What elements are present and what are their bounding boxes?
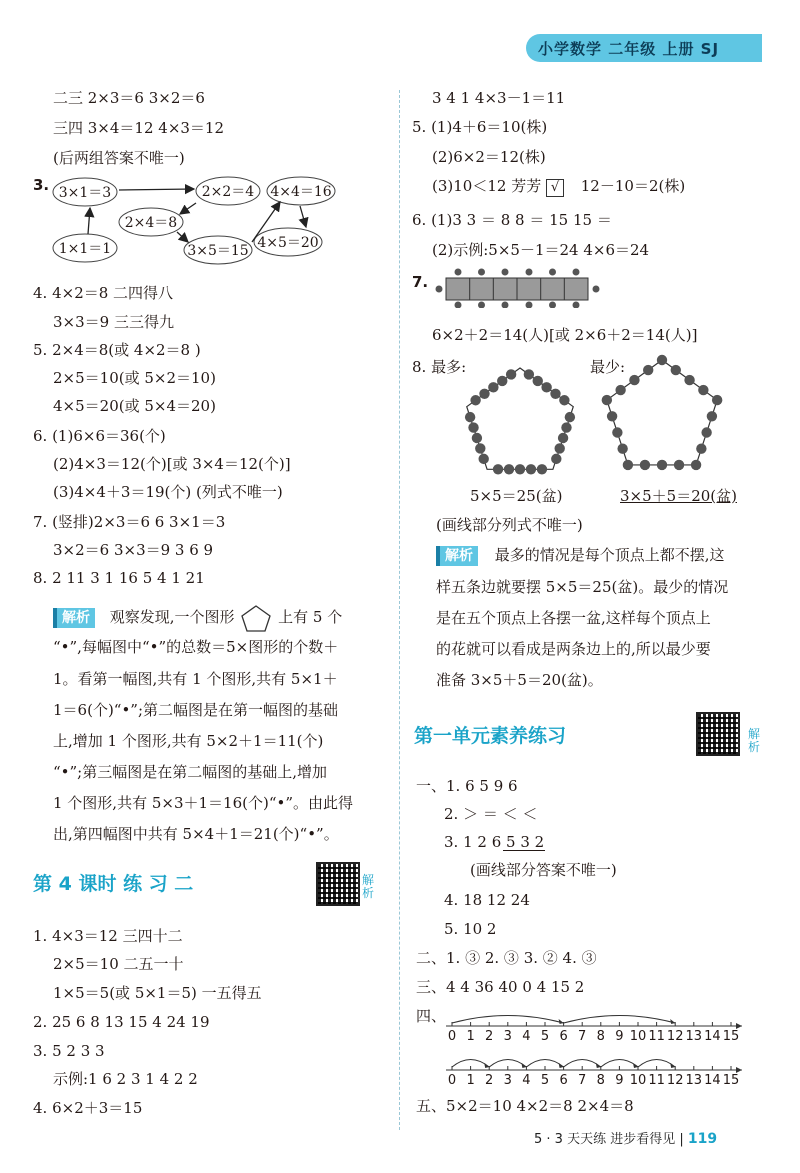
- tick-label: 2: [485, 1073, 494, 1088]
- tick-label: 6: [559, 1029, 568, 1044]
- flower-dot: [712, 395, 722, 405]
- r5-line-b: (2)6×2＝12(株): [432, 148, 546, 166]
- u3-note: (画线部分答案不唯一): [470, 861, 617, 879]
- q5-line-b: 2×5＝10(或 5×2＝10): [53, 369, 216, 387]
- bubble-label: 1×1＝1: [58, 241, 112, 257]
- jump-arc: [489, 1060, 526, 1068]
- table-seating-diagram: [434, 268, 602, 308]
- r5-line-a: 5. (1)4＋6＝10(株): [412, 118, 548, 136]
- right-analysis-line-5: 准备 3×5＋5＝20(盆)。: [436, 671, 603, 689]
- footer-brand: 5 · 3 天天练 进步看得见 |: [534, 1132, 684, 1147]
- tick-label: 0: [447, 1073, 457, 1088]
- q6-line-c: (3)4×4＋3＝19(个) (列式不唯一): [53, 483, 283, 501]
- flower-dot: [691, 460, 701, 470]
- p1-line-a: 1. 4×3＝12 三四十二: [33, 927, 183, 945]
- jump-arc: [452, 1060, 489, 1068]
- flower-dot: [707, 411, 717, 421]
- flower-dot: [565, 412, 575, 422]
- bubble-label: 4×5＝20: [257, 235, 319, 251]
- q3-number: 3.: [33, 176, 50, 194]
- unit-title: 第一单元素养练习: [414, 725, 567, 747]
- r8-note: (画线部分列式不唯一): [436, 516, 583, 534]
- left-line-1: 二三 2×3＝6 3×2＝6: [53, 89, 205, 107]
- analysis-tag: 解析: [53, 608, 95, 628]
- jump-arc: [526, 1060, 563, 1068]
- number-line-1: [446, 1006, 746, 1046]
- flower-dot: [470, 395, 480, 405]
- qr-code-icon[interactable]: [696, 712, 740, 756]
- jump-arc: [601, 1060, 638, 1068]
- flower-dot: [657, 460, 667, 470]
- r6-line-a: 6. (1)3 3 ＝ 8 8 ＝ 15 15 ＝: [412, 211, 612, 229]
- tick-label: 13: [685, 1073, 703, 1088]
- tick-label: 14: [704, 1073, 721, 1088]
- q8-line: 8. 2 11 3 1 16 5 4 1 21: [33, 569, 205, 587]
- arrow: [300, 206, 306, 227]
- tick-label: 7: [578, 1073, 587, 1088]
- r8-most-equation: 5×5＝25(盆): [470, 487, 563, 505]
- q6-line-a: 6. (1)6×6＝36(个): [33, 427, 166, 445]
- flower-dot: [640, 460, 650, 470]
- arrow: [177, 232, 188, 242]
- u3-line: 3. 1 2 6 5 3 2: [444, 833, 545, 851]
- flower-dot: [468, 422, 478, 432]
- flower-dot: [524, 369, 534, 379]
- q4-line-b: 3×3＝9 三三得九: [53, 313, 174, 331]
- p2-line: 2. 25 6 8 13 15 4 24 19: [33, 1013, 210, 1031]
- flower-dot: [465, 412, 475, 422]
- q5-line-c: 4×5＝20(或 5×4＝20): [53, 397, 216, 415]
- jump-arc: [452, 1016, 564, 1024]
- arrow: [180, 203, 196, 214]
- tick-label: 2: [485, 1029, 494, 1044]
- u2-line: 2. ＞ ＝ ＜ ＜: [444, 805, 538, 823]
- right-analysis-line-2: 样五条边就要摆 5×5＝25(盆)。最少的情况: [436, 578, 729, 596]
- qr-code-icon[interactable]: [316, 862, 360, 906]
- q4-line-a: 4. 4×2＝8 二四得八: [33, 284, 174, 302]
- header-title: 小学数学 二年级 上册 SJ: [538, 40, 720, 58]
- tick-label: 0: [447, 1029, 457, 1044]
- pentagon-dots-icon: [239, 603, 273, 633]
- q3-bubble-diagram: [48, 172, 348, 272]
- p1-line-c: 1×5＝5(或 5×1＝5) 一五得五: [53, 984, 262, 1002]
- flower-dot: [612, 427, 622, 437]
- flower-dot: [602, 395, 612, 405]
- flower-dot: [497, 376, 507, 386]
- left-analysis-line-2: “•”,每幅图中“•”的总数＝5×图形的个数＋: [53, 638, 339, 656]
- flower-dot: [478, 454, 488, 464]
- u1-line: 一、1. 6 5 9 6: [416, 777, 518, 795]
- right-analysis-line-3: 是在五个顶点上各摆一盆,这样每个顶点上: [436, 609, 711, 627]
- tick-label: 7: [578, 1029, 587, 1044]
- flower-dot: [561, 422, 571, 432]
- flower-dot: [504, 464, 514, 474]
- left-analysis-line-1: 解析 观察发现,一个图形 上有 5 个: [53, 603, 342, 633]
- left-analysis-line-8: 出,第四幅图中共有 5×4＋1＝21(个)“•”。: [53, 825, 339, 843]
- q5-line-a: 5. 2×4＝8(或 4×2＝8 ): [33, 341, 201, 359]
- flower-dot: [475, 443, 485, 453]
- q6-line-b: (2)4×3＝12(个)[或 3×4＝12(个)]: [53, 455, 291, 473]
- u-si-label: 四、: [416, 1007, 447, 1025]
- tick-label: 9: [615, 1073, 624, 1088]
- flower-dot: [684, 375, 694, 385]
- u4-line: 4. 18 12 24: [444, 891, 530, 909]
- r8-most-label: 8. 最多:: [412, 358, 467, 376]
- tick-label: 9: [615, 1029, 624, 1044]
- jump-arc: [564, 1060, 601, 1068]
- flower-dot: [526, 464, 536, 474]
- flower-dot: [629, 375, 639, 385]
- tick-label: 13: [685, 1029, 703, 1044]
- lesson-title: 第 4 课时 练 习 二: [33, 873, 194, 895]
- tick-label: 15: [722, 1029, 740, 1044]
- tick-label: 12: [666, 1073, 684, 1088]
- left-line-3: (后两组答案不唯一): [53, 149, 185, 167]
- r8-least-equation: 3×5＋5＝20(盆): [620, 487, 737, 505]
- r6-line-b: (2)示例:5×5－1＝24 4×6＝24: [432, 241, 650, 259]
- r5-line-c: (3)10＜12 芳芳 √ 12－10＝2(株): [432, 177, 686, 195]
- p3-line-b: 示例:1 6 2 3 1 4 2 2: [53, 1070, 198, 1088]
- flower-dot: [558, 433, 568, 443]
- pentagon-most-diagram: [458, 360, 582, 478]
- p3-line-a: 3. 5 2 3 3: [33, 1042, 105, 1060]
- flower-dot: [551, 454, 561, 464]
- pentagon-least-diagram: [600, 352, 724, 476]
- flower-dot: [472, 433, 482, 443]
- jump-arc: [638, 1060, 675, 1068]
- tick-label: 4: [522, 1073, 531, 1088]
- left-line-2: 三四 3×4＝12 4×3＝12: [53, 119, 225, 137]
- analysis-tag: 解析: [436, 546, 478, 566]
- flower-dot: [488, 382, 498, 392]
- tick-label: 3: [503, 1029, 512, 1044]
- tick-label: 11: [648, 1073, 665, 1088]
- left-analysis-line-3: 1。看第一幅图,共有 1 个图形,共有 5×1＋: [53, 670, 338, 688]
- column-divider: [399, 90, 400, 1130]
- bubble-label: 3×5＝15: [187, 243, 249, 259]
- tick-label: 4: [522, 1029, 531, 1044]
- u5-line: 5. 10 2: [444, 920, 497, 938]
- flower-dot: [657, 355, 667, 365]
- flower-dot: [515, 464, 525, 474]
- u3-underline: [503, 850, 545, 851]
- bubble-label: 2×2＝4: [201, 184, 255, 200]
- flower-dot: [554, 443, 564, 453]
- flower-dot: [674, 460, 684, 470]
- qr-label: 解析: [748, 727, 761, 754]
- flower-dot: [506, 369, 516, 379]
- tick-label: 8: [596, 1073, 605, 1088]
- r8-least-label: 最少:: [590, 358, 626, 376]
- flower-dot: [701, 427, 711, 437]
- tick-label: 1: [466, 1073, 475, 1088]
- flower-dot: [550, 389, 560, 399]
- flower-dot: [537, 464, 547, 474]
- tick-label: 5: [540, 1073, 550, 1088]
- flower-dot: [541, 382, 551, 392]
- r7-answer: 6×2＋2＝14(人)[或 2×6＋2＝14(人)]: [432, 326, 698, 344]
- left-analysis-line-5: 上,增加 1 个图形,共有 5×2＋1＝11(个): [53, 732, 324, 750]
- flower-dot: [479, 389, 489, 399]
- left-analysis-line-7: 1 个图形,共有 5×3＋1＝16(个)“•”。由此得: [53, 794, 354, 812]
- q7-line-b: 3×2＝6 3×3＝9 3 6 9: [53, 541, 214, 559]
- tick-label: 8: [596, 1029, 605, 1044]
- flower-dot: [623, 460, 633, 470]
- tick-label: 1: [466, 1029, 475, 1044]
- bubble-label: 2×4＝8: [124, 215, 178, 231]
- bubble-label: 3×1＝3: [58, 185, 112, 201]
- flower-dot: [696, 444, 706, 454]
- flower-dot: [533, 376, 543, 386]
- arrow: [119, 189, 194, 190]
- u-san-line: 三、4 4 36 40 0 4 15 2: [416, 978, 585, 996]
- left-analysis-line-4: 1＝6(个)“•”;第二幅图是在第一幅图的基础: [53, 701, 339, 719]
- tick-label: 10: [629, 1029, 647, 1044]
- bubble-label: 4×4＝16: [270, 184, 332, 200]
- tick-label: 15: [722, 1073, 740, 1088]
- u-wu-line: 五、5×2＝10 4×2＝8 2×4＝8: [416, 1097, 634, 1115]
- flower-dot: [607, 411, 617, 421]
- tick-label: 11: [648, 1029, 665, 1044]
- footer: [534, 1128, 717, 1147]
- flower-dot: [698, 385, 708, 395]
- tick-label: 12: [666, 1029, 684, 1044]
- p4-line: 4. 6×2＋3＝15: [33, 1099, 143, 1117]
- right-analysis-line-1: 解析 最多的情况是每个顶点上都不摆,这: [436, 545, 725, 566]
- left-analysis-line-6: “•”;第三幅图是在第二幅图的基础上,增加: [53, 763, 328, 781]
- tick-label: 5: [540, 1029, 550, 1044]
- tick-label: 3: [503, 1073, 512, 1088]
- r7-number: 7.: [412, 273, 429, 291]
- right-analysis-line-4: 的花就可以看成是两条边上的,所以最少要: [436, 640, 711, 658]
- u-er-line: 二、1. ③ 2. ③ 3. ② 4. ③: [416, 949, 597, 967]
- qr-label: 解析: [362, 873, 375, 900]
- flower-dot: [493, 464, 503, 474]
- jump-arc: [564, 1016, 676, 1024]
- tick-label: 6: [559, 1073, 568, 1088]
- tick-label: 10: [629, 1073, 647, 1088]
- check-box-icon: √: [546, 179, 564, 197]
- r-line-0: 3 4 1 4×3－1＝11: [432, 89, 566, 107]
- flower-dot: [615, 385, 625, 395]
- flower-dot: [559, 395, 569, 405]
- flower-dot: [617, 444, 627, 454]
- flower-dot: [671, 365, 681, 375]
- tick-label: 14: [704, 1029, 721, 1044]
- q7-line-a: 7. (竖排)2×3＝6 6 3×1＝3: [33, 513, 226, 531]
- flower-dot: [643, 365, 653, 375]
- page-number: 119: [687, 1131, 718, 1147]
- p1-line-b: 2×5＝10 二五一十: [53, 955, 184, 973]
- number-line-2: [446, 1048, 746, 1090]
- arrow: [88, 208, 90, 234]
